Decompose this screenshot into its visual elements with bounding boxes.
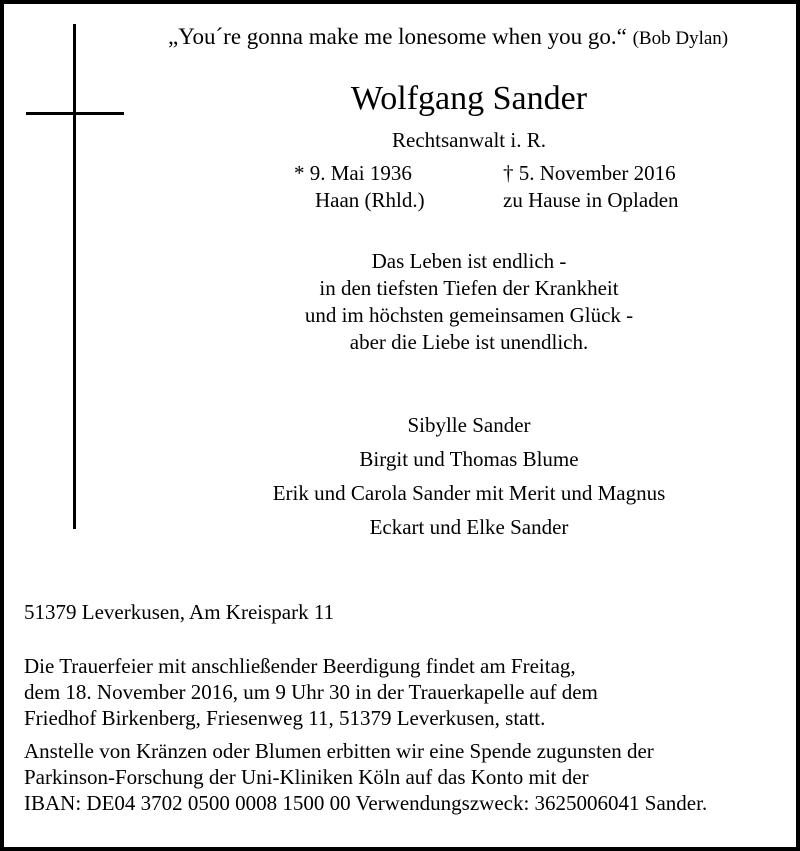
poem-line: und im höchsten gemeinsamen Glück -	[304, 303, 634, 327]
mourner: Sibylle Sander	[407, 413, 531, 437]
mourner: Erik und Carola Sander mit Merit und Magnus	[272, 481, 666, 505]
donation-notice	[24, 738, 707, 816]
mourner: Eckart und Elke Sander	[369, 515, 569, 539]
quote-text: „You´re gonna make me lonesome when you go.“	[168, 24, 627, 49]
quote-author: (Bob Dylan)	[632, 28, 729, 49]
funeral-notice	[24, 653, 598, 731]
mourner: Birgit und Thomas Blume	[359, 447, 579, 471]
donation-notice-line: Parkinson-Forschung der Uni-Kliniken Köln auf das Konto mit der	[24, 765, 589, 789]
family-address: 51379 Leverkusen, Am Kreispark 11	[24, 600, 335, 624]
deceased-profession: Rechtsanwalt i. R.	[392, 128, 546, 152]
funeral-notice-line: Friedhof Birkenberg, Friesenweg 11, 51379 Leverkusen, statt.	[24, 706, 546, 730]
funeral-notice-line: Die Trauerfeier mit anschließender Beerdigung findet am Freitag,	[24, 654, 576, 678]
epigraph-quote	[168, 24, 728, 50]
mourners-list	[4, 408, 800, 544]
poem-line: aber die Liebe ist unendlich.	[349, 330, 589, 354]
birth-date: * 9. Mai 1936	[294, 161, 412, 185]
poem-line: Das Leben ist endlich -	[371, 249, 567, 273]
death-place: zu Hause in Opladen	[503, 188, 679, 212]
donation-notice-line: IBAN: DE04 3702 0500 0008 1500 00 Verwendungszweck: 3625006041 Sander.	[24, 791, 708, 815]
funeral-notice-line: dem 18. November 2016, um 9 Uhr 30 in der Trauerkapelle auf dem	[24, 680, 598, 704]
birth-place: Haan (Rhld.)	[315, 188, 425, 212]
deceased-name: Wolfgang Sander	[350, 80, 588, 117]
death-date: † 5. November 2016	[503, 161, 676, 185]
poem-line: in den tiefsten Tiefen der Krankheit	[319, 276, 619, 300]
poem	[4, 248, 800, 356]
donation-notice-line: Anstelle von Kränzen oder Blumen erbitten wir eine Spende zugunsten der	[24, 739, 654, 763]
